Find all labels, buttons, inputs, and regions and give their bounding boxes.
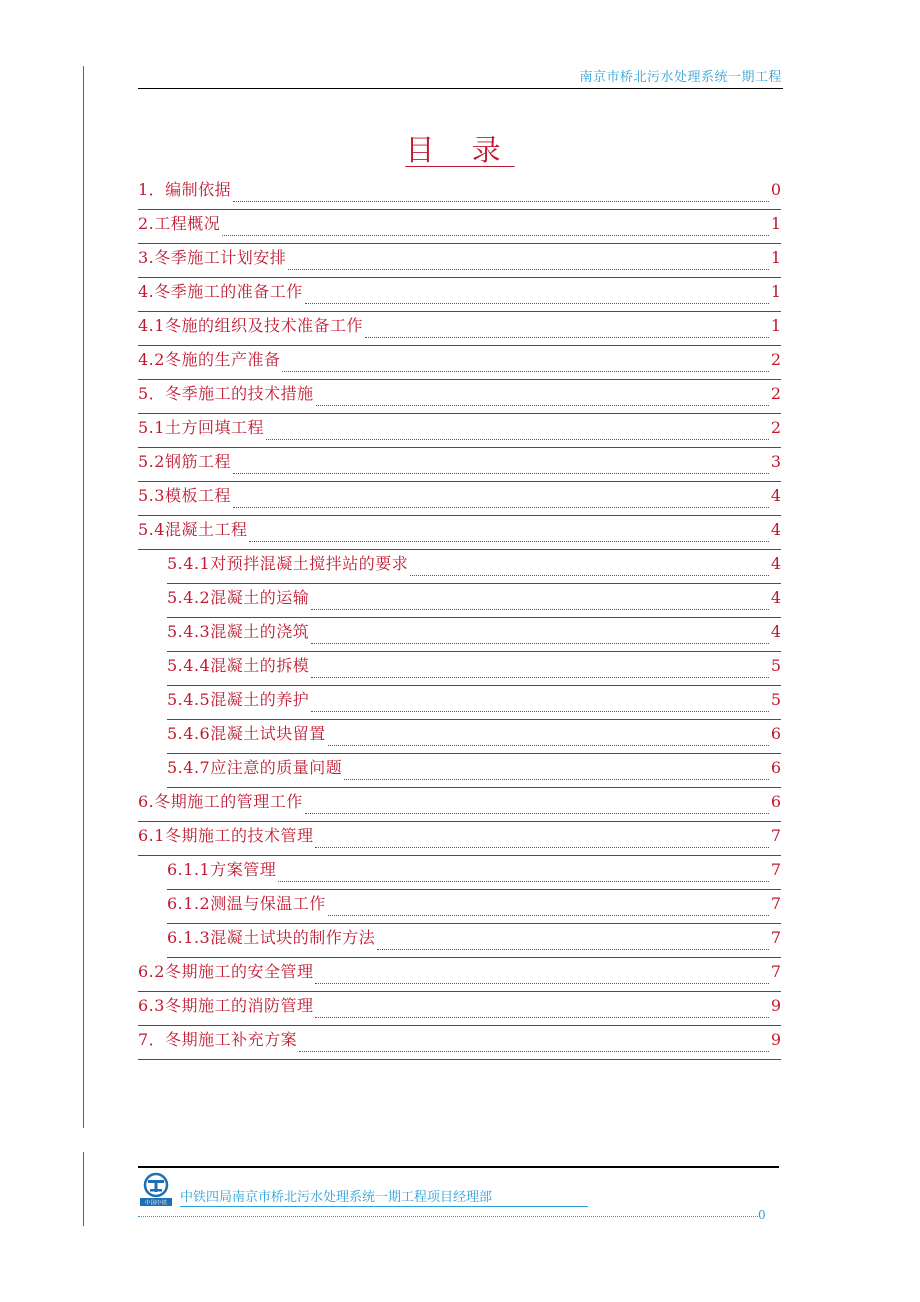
toc-entry-page: 2 (770, 418, 781, 437)
toc-entry-label: 4.冬季施工的准备工作 (138, 282, 303, 301)
toc-entry-label: 2.工程概况 (138, 214, 221, 233)
toc-entry-page: 0 (770, 180, 781, 199)
toc-entry-page: 7 (770, 894, 781, 913)
toc-leader-dots (316, 404, 769, 406)
toc-leader-dots (377, 948, 769, 950)
toc-leader-dots (305, 302, 769, 304)
toc-leader-dots (233, 200, 769, 202)
toc-title: 目 录 (405, 133, 515, 167)
toc-entry[interactable] (138, 992, 781, 1026)
toc-entry[interactable] (138, 210, 781, 244)
toc-entry-label: 5.4.2混凝土的运输 (167, 588, 310, 607)
toc-entry-label: 5.4.7应注意的质量问题 (167, 758, 343, 777)
toc-leader-dots (311, 676, 769, 678)
left-margin-rule (83, 66, 84, 1128)
toc-entry-label: 5.4.6混凝土试块留置 (167, 724, 326, 743)
toc-leader-dots (222, 234, 769, 236)
toc-entry-page: 7 (770, 860, 781, 879)
toc-entry[interactable] (167, 550, 781, 584)
toc-entry-page: 1 (770, 248, 781, 267)
toc-entry-label: 3.冬季施工计划安排 (138, 248, 287, 267)
toc-entry-page: 1 (770, 214, 781, 233)
toc-entry[interactable] (138, 822, 781, 856)
toc-entry-label: 6.1.1方案管理 (167, 860, 277, 879)
toc-entry-page: 7 (770, 962, 781, 981)
toc-entry-label: 5.4.3混凝土的浇筑 (167, 622, 310, 641)
toc-entry[interactable] (167, 856, 781, 890)
toc-entry-label: 6.2冬期施工的安全管理 (138, 962, 314, 981)
toc-entry[interactable] (138, 380, 781, 414)
toc-leader-dots (288, 268, 769, 270)
toc-entry-label: 5．冬季施工的技术措施 (138, 384, 314, 403)
toc-entry-label: 5.4混凝土工程 (138, 520, 248, 539)
toc-entry[interactable] (138, 482, 781, 516)
toc-leader-dots (344, 778, 769, 780)
toc-entry[interactable] (138, 244, 781, 278)
header-rule (138, 88, 783, 89)
toc-entry-page: 2 (770, 350, 781, 369)
toc-leader-dots (305, 812, 769, 814)
footer-dotted-rule (138, 1216, 758, 1217)
toc-leader-dots (365, 336, 769, 338)
toc-entry-page: 9 (770, 996, 781, 1015)
toc-entry[interactable] (138, 448, 781, 482)
toc-entry-page: 5 (770, 690, 781, 709)
toc-leader-dots (315, 846, 768, 848)
toc-leader-dots (311, 710, 769, 712)
toc-entry-page: 4 (770, 554, 781, 573)
toc-entry[interactable] (167, 924, 781, 958)
toc-entry-label: 4.2冬施的生产准备 (138, 350, 281, 369)
toc-leader-dots (328, 744, 769, 746)
toc-entry-page: 4 (770, 520, 781, 539)
toc-entry[interactable] (167, 720, 781, 754)
toc-leader-dots (233, 472, 769, 474)
toc-leader-dots (311, 642, 769, 644)
toc-leader-dots (315, 1016, 768, 1018)
company-logo-icon (140, 1172, 172, 1206)
toc-entry[interactable] (138, 788, 781, 822)
toc-entry[interactable] (138, 516, 781, 550)
toc-leader-dots (315, 982, 768, 984)
toc-entry[interactable] (167, 890, 781, 924)
logo-caption: 中国中铁 (144, 1200, 168, 1206)
toc-entry-label: 6.1.3混凝土试块的制作方法 (167, 928, 376, 947)
toc-entry[interactable] (167, 686, 781, 720)
toc-entry[interactable] (167, 652, 781, 686)
table-of-contents (138, 176, 781, 1060)
toc-entry[interactable] (167, 754, 781, 788)
header-project-title: 南京市桥北污水处理系统一期工程 (579, 70, 782, 85)
toc-leader-dots (278, 880, 769, 882)
toc-leader-dots (410, 574, 769, 576)
toc-entry-page: 6 (770, 792, 781, 811)
toc-entry-label: 5.4.5混凝土的养护 (167, 690, 310, 709)
toc-entry[interactable] (138, 278, 781, 312)
toc-leader-dots (328, 914, 769, 916)
toc-leader-dots (249, 540, 768, 542)
toc-leader-dots (266, 438, 769, 440)
toc-entry-page: 4 (770, 622, 781, 641)
toc-entry[interactable] (167, 584, 781, 618)
toc-entry-page: 6 (770, 724, 781, 743)
footer-company-text: 中铁四局南京市桥北污水处理系统一期工程项目经理部 (180, 1190, 588, 1207)
toc-entry-label: 5.1土方回填工程 (138, 418, 264, 437)
toc-entry-label: 7．冬期施工补充方案 (138, 1030, 298, 1049)
toc-entry-page: 7 (770, 826, 781, 845)
toc-entry[interactable] (138, 312, 781, 346)
toc-entry-page: 3 (770, 452, 781, 471)
toc-entry[interactable] (138, 414, 781, 448)
toc-entry-page: 7 (770, 928, 781, 947)
toc-entry-label: 6.1.2测温与保温工作 (167, 894, 326, 913)
toc-entry-page: 6 (770, 758, 781, 777)
toc-entry[interactable] (138, 958, 781, 992)
toc-entry-label: 4.1冬施的组织及技术准备工作 (138, 316, 363, 335)
toc-entry-label: 5.4.1对预拌混凝土搅拌站的要求 (167, 554, 409, 573)
toc-entry-label: 6.3冬期施工的消防管理 (138, 996, 314, 1015)
toc-entry[interactable] (138, 346, 781, 380)
toc-entry-page: 5 (770, 656, 781, 675)
toc-entry[interactable] (138, 176, 781, 210)
toc-entry-label: 6.冬期施工的管理工作 (138, 792, 303, 811)
toc-leader-dots (299, 1050, 769, 1052)
toc-entry-label: 5.2钢筋工程 (138, 452, 231, 471)
toc-entry-page: 1 (770, 316, 781, 335)
footer-rule (138, 1166, 779, 1168)
toc-entry[interactable] (138, 1026, 781, 1060)
toc-leader-dots (311, 608, 769, 610)
toc-entry-page: 9 (770, 1030, 781, 1049)
toc-leader-dots (282, 370, 768, 372)
toc-entry-page: 4 (770, 588, 781, 607)
toc-entry-page: 1 (770, 282, 781, 301)
toc-entry-label: 6.1冬期施工的技术管理 (138, 826, 314, 845)
left-margin-rule-footer (83, 1152, 84, 1226)
footer-page-number: 0 (758, 1208, 766, 1222)
toc-entry-label: 1．编制依据 (138, 180, 232, 199)
toc-entry-page: 4 (770, 486, 781, 505)
toc-leader-dots (233, 506, 769, 508)
toc-entry-label: 5.3模板工程 (138, 486, 231, 505)
toc-entry-label: 5.4.4混凝土的拆模 (167, 656, 310, 675)
toc-entry[interactable] (167, 618, 781, 652)
toc-entry-page: 2 (770, 384, 781, 403)
